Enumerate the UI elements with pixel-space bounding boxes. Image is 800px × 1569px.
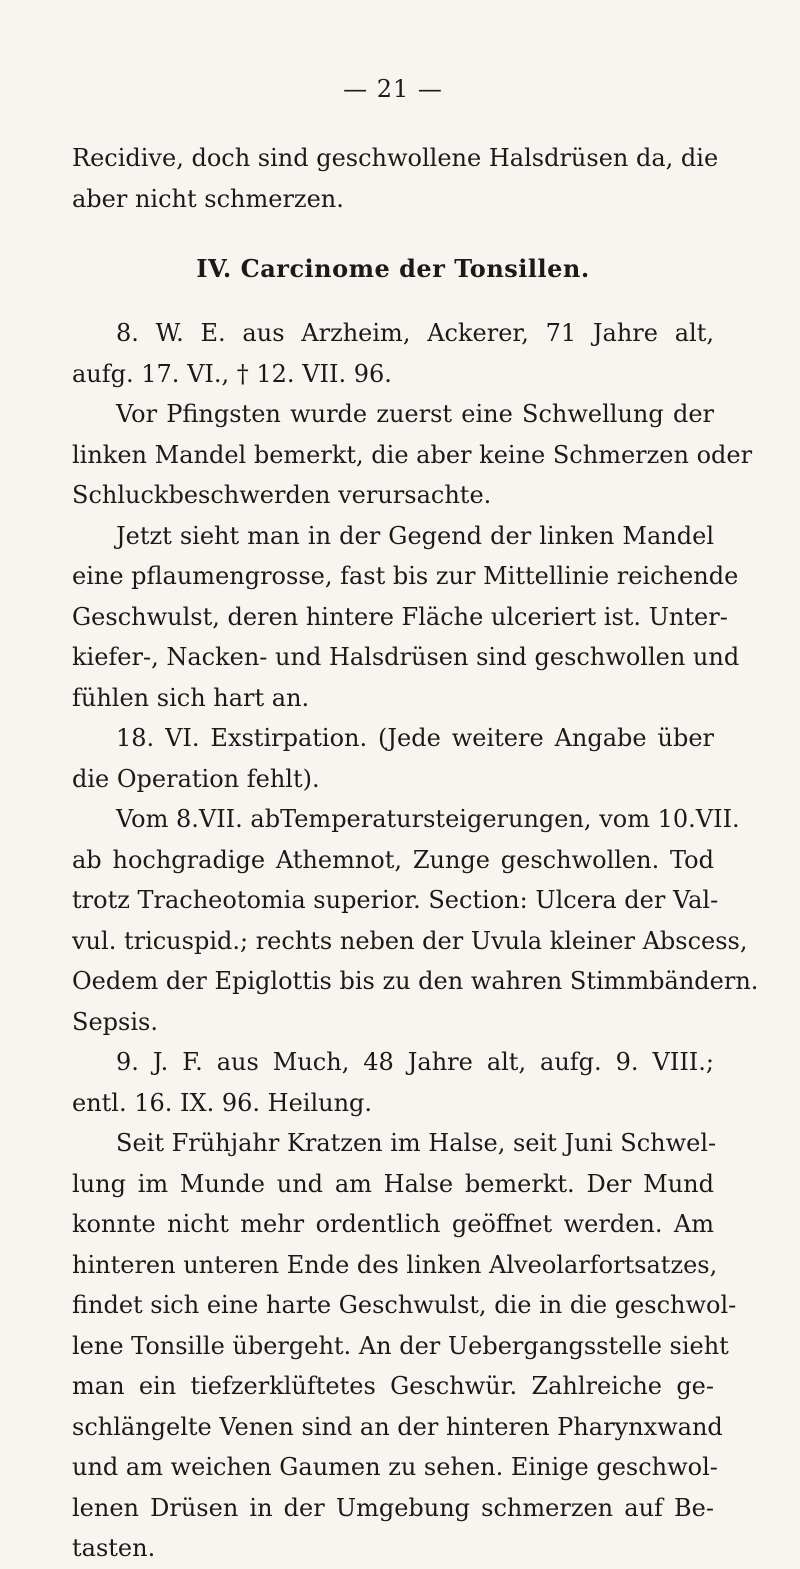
text-line: und am weichen Gaumen zu sehen. Einige geschwol-: [72, 1453, 718, 1481]
text-line: 18. VI. Exstirpation. (Jede weitere Angabe über: [116, 724, 714, 752]
paragraph-case-8-header: [72, 313, 714, 394]
text-line: Oedem der Epiglottis bis zu den wahren Stimmbändern.: [72, 967, 759, 995]
paragraph-case-9-findings: [72, 1123, 737, 1569]
text-line: eine pflaumengrosse, fast bis zur Mittellinie reichende: [72, 562, 739, 590]
text-line: kiefer-, Nacken- und Halsdrüsen sind geschwollen und: [72, 643, 740, 671]
text-line: vul. tricuspid.; rechts neben der Uvula kleiner Abscess,: [72, 926, 748, 955]
text-line: man ein tiefzerklüftetes Geschwür. Zahlreiche ge-: [72, 1372, 714, 1400]
text-line: 8. W. E. aus Arzheim, Ackerer, 71 Jahre alt,: [116, 319, 714, 347]
text-line: Schluckbeschwerden verursachte.: [72, 481, 492, 509]
paragraph-case-8-history: [72, 394, 753, 516]
paragraph-case-8-findings: [72, 516, 740, 719]
page-body: [72, 138, 759, 1569]
text-line: konnte nicht mehr ordentlich geöffnet werden. Am: [72, 1210, 714, 1238]
paragraph-case-8-outcome: [72, 799, 759, 1042]
text-line: entl. 16. IX. 96. Heilung.: [72, 1088, 373, 1117]
text-line: ab hochgradige Athemnot, Zunge geschwollen. Tod: [72, 845, 714, 874]
text-line: lenen Drüsen in der Umgebung schmerzen auf Be-: [72, 1493, 714, 1522]
text-line: Recidive, doch sind geschwollene Halsdrüsen da, die: [72, 144, 719, 172]
text-line: lene Tonsille übergeht. An der Uebergangsstelle sieht: [72, 1331, 729, 1360]
text-line: trotz Tracheotomia superior. Section: Ulcera der Val-: [72, 886, 719, 914]
text-line: Geschwulst, deren hintere Fläche ulceriert ist. Unter-: [72, 602, 728, 631]
text-line: findet sich eine harte Geschwulst, die in die geschwol-: [72, 1291, 737, 1319]
text-line: 9. J. F. aus Much, 48 Jahre alt, aufg. 9. VIII.;: [116, 1048, 714, 1076]
text-line: Vom 8.VII. abTemperatursteigerungen, vom 10.VII.: [116, 805, 740, 833]
text-line: lung im Munde und am Halse bemerkt. Der Mund: [72, 1169, 714, 1198]
text-line: schlängelte Venen sind an der hinteren Pharynxwand: [72, 1412, 723, 1441]
paragraph-case-9-header: [72, 1042, 714, 1123]
paragraph-recidive: [72, 138, 719, 219]
text-line: Seit Frühjahr Kratzen im Halse, seit Juni Schwel-: [116, 1129, 717, 1157]
page-number: — 21 —: [343, 75, 443, 103]
text-line: aufg. 17. VI., † 12. VII. 96.: [72, 359, 392, 388]
text-line: Jetzt sieht man in der Gegend der linken Mandel: [116, 521, 714, 550]
section-heading: IV. Carcinome der Tonsillen.: [196, 254, 590, 283]
text-line: die Operation fehlt).: [72, 764, 320, 793]
text-line: hinteren unteren Ende des linken Alveolarfortsatzes,: [72, 1250, 718, 1279]
text-line: fühlen sich hart an.: [72, 683, 310, 712]
paragraph-case-8-operation: [72, 718, 714, 799]
text-line: Sepsis.: [72, 1007, 158, 1036]
text-line: tasten.: [72, 1534, 156, 1562]
text-line: Vor Pfingsten wurde zuerst eine Schwellung der: [116, 400, 714, 428]
text-line: linken Mandel bemerkt, die aber keine Schmerzen oder: [72, 440, 753, 469]
text-line: aber nicht schmerzen.: [72, 184, 344, 213]
